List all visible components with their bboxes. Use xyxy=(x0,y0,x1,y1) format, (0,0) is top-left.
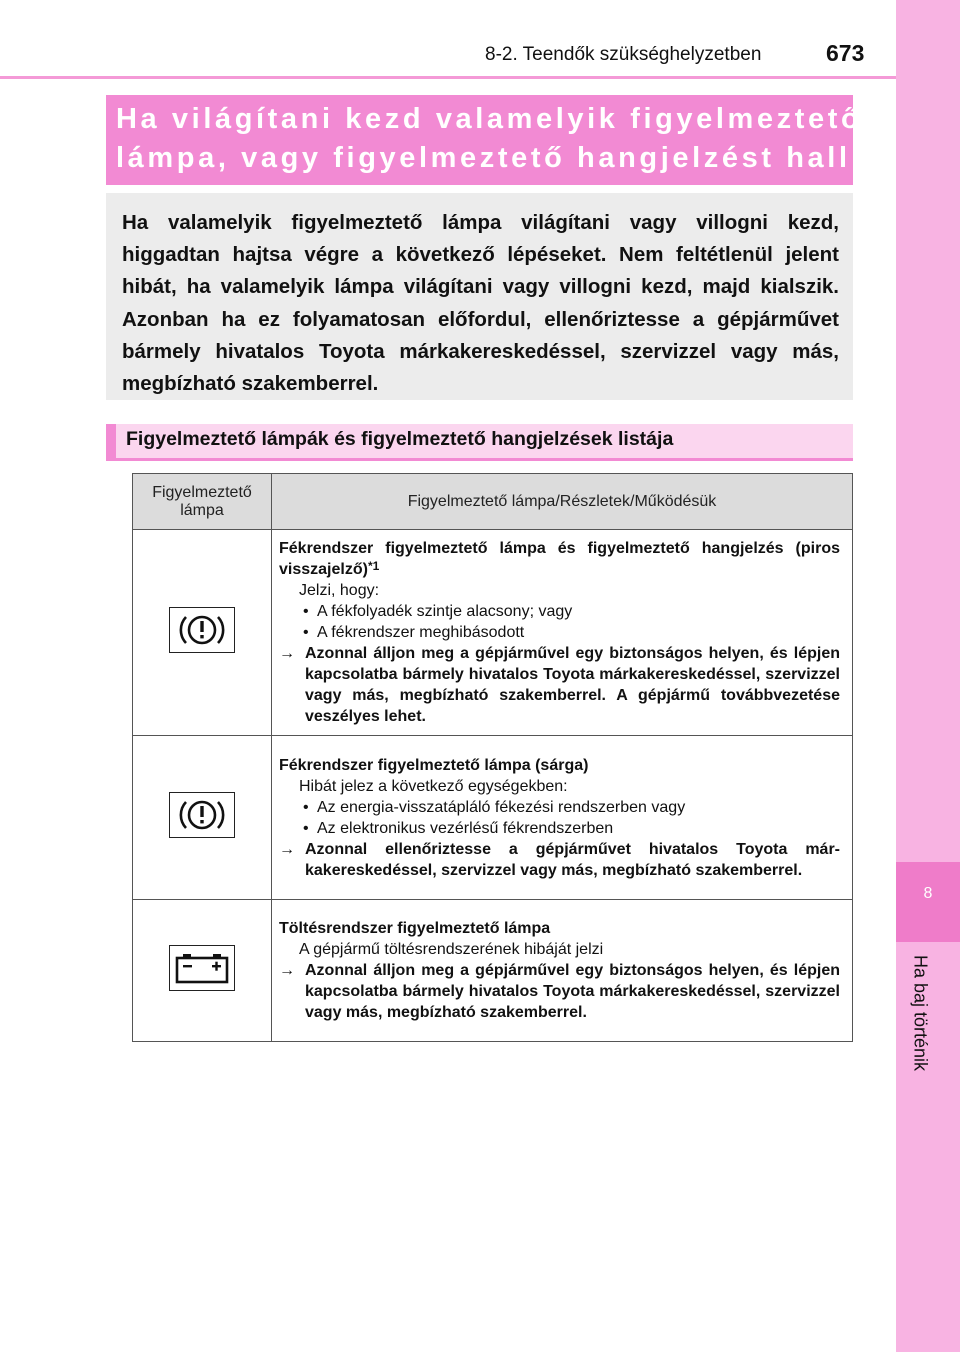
page-title-line2: lámpa, vagy figyelmeztető hangjelzést hall xyxy=(116,142,851,174)
arrow-icon: → xyxy=(279,840,295,858)
lamp-description: Hibát jelez a következő egységekben: xyxy=(299,777,568,795)
action-instruction xyxy=(279,839,840,881)
lamp-description: A gépjármű töltésrendszerének hibáját jelzi xyxy=(299,941,604,958)
list-item: • Az elektronikus vezérlésű fékrendszerben xyxy=(303,819,614,837)
section-title: 8-2. Teendők szükséghelyzetben xyxy=(485,44,762,65)
arrow-icon: → xyxy=(279,962,295,979)
table-row xyxy=(133,900,853,1042)
lamp-description: Jelzi, hogy: xyxy=(299,582,380,599)
lamp-icon-cell xyxy=(133,736,272,900)
action-text: Azonnal ellenőriztesse a gépjárművet hivatalos Toyota márkakereskedéssel, szervizzel vagy más, megbízható szakemberrel. xyxy=(305,840,840,879)
column-header-lamp-line1: Figyelmeztető xyxy=(152,483,252,501)
subheading-accent-bar xyxy=(106,424,116,461)
chapter-label-wrap xyxy=(902,955,938,1095)
list-subheading xyxy=(106,424,853,461)
table-row xyxy=(133,736,853,900)
page-title-box xyxy=(106,95,863,185)
list-item-text: A fékrendszer meghibásodott xyxy=(317,624,525,641)
column-header-lamp xyxy=(133,474,272,530)
column-header-details: Figyelmeztető lámpa/Részletek/Működésük xyxy=(272,474,853,530)
action-text: Azonnal álljon meg a gépjárművel egy biztonságos helyen, és lépjen kapcsolatba bármely hivatalos Toyota márkakereskedéssel, szervizzel vagy más, megbízható szakemberrel. A gépjármű továbbvezetése veszélyes lehet. xyxy=(305,645,840,725)
lamp-details-cell xyxy=(272,736,853,900)
list-item-text: A fékfolyadék szintje alacsony; vagy xyxy=(317,603,573,620)
arrow-icon: → xyxy=(279,645,295,662)
action-instruction xyxy=(279,643,840,727)
lamp-details-cell xyxy=(272,530,853,736)
action-text: Azonnal álljon meg a gépjárművel egy biztonságos helyen, és lépjen kapcsolatba bármely hivatalos Toyota márkakereskedéssel, szervizzel vagy más, megbízható szakemberrel. xyxy=(305,962,840,1021)
lamp-title xyxy=(279,538,840,580)
warning-lights-table xyxy=(132,473,853,1042)
list-item: • Az energia-visszatápláló fékezési rendszerben vagy xyxy=(303,798,686,816)
header-divider xyxy=(0,76,896,79)
brake-warning-icon xyxy=(169,792,235,838)
subheading-text: Figyelmeztető lámpák és figyelmeztető hangjelzések listája xyxy=(126,428,674,450)
chapter-side-tab xyxy=(896,0,960,1352)
page-number: 673 xyxy=(826,40,865,66)
lamp-details-cell xyxy=(272,900,853,1042)
list-item: • A fékfolyadék szintje alacsony; vagy xyxy=(303,603,573,620)
action-instruction xyxy=(279,960,840,1023)
chapter-label: Ha baj történik xyxy=(910,955,931,1072)
intro-box xyxy=(106,193,853,400)
list-item-text: Az elektronikus vezérlésű fékrendszerben xyxy=(317,819,614,837)
intro-text: Ha valamelyik figyelmeztető lámpa világítani vagy villogni kezd, higgadtan hajtsa végre a következő lépéseket. Nem feltétlenül jelent hibát, ha valamelyik lámpa világítani vagy villogni kezd, majd kialszik. Azonban ha ez folyamatosan előfordul, ellenőriztesse a gépjárművet bármely hivatalos Toyota márkakereskedéssel, szervizzel vagy más, megbízható szakemberrel. xyxy=(122,211,839,396)
battery-icon xyxy=(169,945,235,991)
lamp-title: Fékrendszer figyelmeztető lámpa (sárga) xyxy=(279,756,589,774)
list-item: • A fékrendszer meghibásodott xyxy=(303,624,525,641)
chapter-number: 8 xyxy=(923,885,933,902)
page-title-line1: Ha világítani kezd valamelyik figyelmeztető xyxy=(116,103,863,135)
list-item-text: Az energia-visszatápláló fékezési rendszerben vagy xyxy=(317,798,686,816)
lamp-title-text: Fékrendszer figyelmeztető lámpa és figyelmeztető hangjelzés (piros visszajelző) xyxy=(279,540,840,578)
lamp-icon-cell xyxy=(133,900,272,1042)
table-row xyxy=(133,530,853,736)
table-header-row xyxy=(133,474,853,530)
lamp-title: Töltésrendszer figyelmeztető lámpa xyxy=(279,920,551,937)
lamp-icon-cell xyxy=(133,530,272,736)
brake-warning-icon xyxy=(169,607,235,653)
footnote-marker: *1 xyxy=(367,559,380,573)
column-header-lamp-line2: lámpa xyxy=(180,501,224,519)
